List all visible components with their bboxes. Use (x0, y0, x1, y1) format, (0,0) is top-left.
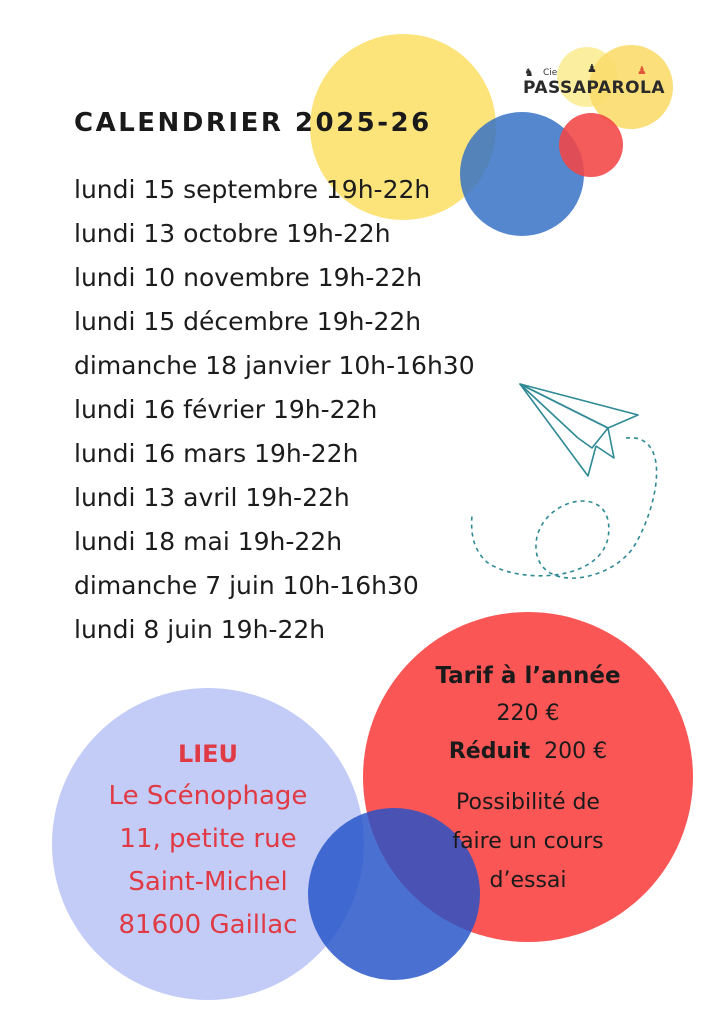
red-circle-decoration (559, 113, 623, 177)
figure-icon: ♟ (637, 64, 647, 77)
page-title: CALENDRIER 2025-26 (74, 108, 432, 138)
tarif-block (403, 657, 653, 900)
paper-plane-icon (468, 378, 668, 602)
figure-icon: ♞ (524, 66, 534, 79)
date-item: lundi 16 février 19h-22h (74, 395, 378, 424)
venue-block (66, 733, 350, 947)
trial-note-line: Possibilité de (456, 790, 600, 815)
venue-street: 11, petite rue (119, 824, 297, 854)
figure-icon: ♟ (587, 62, 597, 75)
date-item: lundi 10 novembre 19h-22h (74, 263, 423, 292)
date-item: lundi 15 décembre 19h-22h (74, 307, 422, 336)
date-item: lundi 13 avril 19h-22h (74, 483, 350, 512)
date-item: dimanche 7 juin 10h-16h30 (74, 571, 419, 600)
logo-small-text: Cie (543, 68, 558, 78)
venue-street-2: Saint-Michel (128, 867, 288, 897)
logo-name: PASSAPAROLA (523, 78, 666, 98)
reduced-price-line (403, 733, 653, 771)
date-item: lundi 18 mai 19h-22h (74, 527, 343, 556)
date-item: lundi 8 juin 19h-22h (74, 615, 326, 644)
trial-note-line: d’essai (489, 868, 567, 893)
date-item: lundi 16 mars 19h-22h (74, 439, 359, 468)
venue-heading: LIEU (177, 740, 239, 768)
date-item: lundi 15 septembre 19h-22h (74, 175, 431, 204)
dates-list (74, 168, 475, 652)
trial-note-line: faire un cours (452, 829, 604, 854)
venue-name: Le Scénophage (108, 781, 308, 811)
date-item: dimanche 18 janvier 10h-16h30 (74, 351, 475, 380)
passaparola-logo (521, 62, 671, 106)
tarif-heading: Tarif à l’année (435, 663, 621, 689)
tarif-price: 220 € (496, 701, 560, 726)
reduced-price: 200 € (544, 739, 608, 764)
reduced-label: Réduit (448, 739, 531, 764)
venue-city: 81600 Gaillac (118, 910, 298, 940)
trial-note (403, 783, 653, 900)
date-item: lundi 13 octobre 19h-22h (74, 219, 391, 248)
